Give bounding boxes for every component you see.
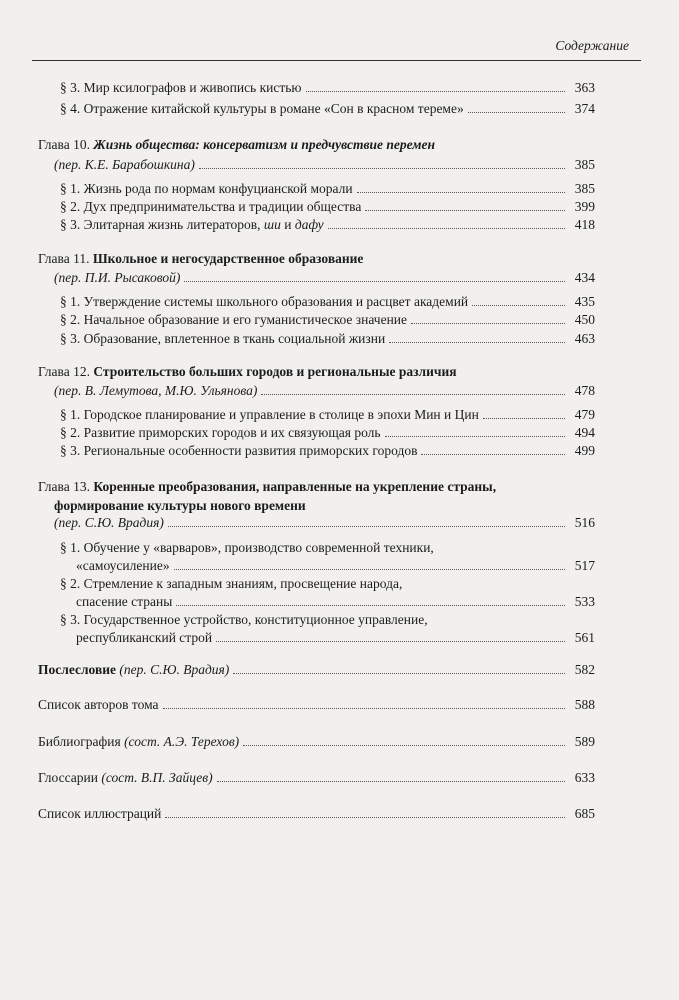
- dot-leader: [184, 268, 565, 282]
- chapter-13-translator[interactable]: (пер. С.Ю. Врадия) 516: [54, 515, 595, 530]
- chapter-12-title[interactable]: Глава 12. Строительство больших городов и региональные различия: [38, 364, 457, 379]
- toc-entry-c10s1[interactable]: § 1. Жизнь рода по нормам конфуцианской морали 385: [60, 181, 595, 196]
- chapter-12-translator[interactable]: (пер. В. Лемутова, М.Ю. Ульянова) 478: [54, 383, 595, 398]
- chapter-13-title[interactable]: Глава 13. Коренные преобразования, направленные на укрепление страны,: [38, 479, 497, 494]
- dot-leader: [163, 695, 565, 709]
- page-number: 589: [574, 734, 595, 749]
- dot-leader: [243, 732, 565, 746]
- toc-entry-c11s1[interactable]: § 1. Утверждение системы школьного образования и расцвет академий 435: [60, 294, 595, 309]
- dot-leader: [216, 628, 565, 642]
- page-number: 533: [574, 594, 595, 609]
- dot-leader: [168, 513, 565, 527]
- toc-entry-authors[interactable]: Список авторов тома 588: [38, 697, 595, 712]
- dot-leader: [357, 179, 565, 193]
- dot-leader: [468, 99, 565, 113]
- toc-entry-c13s3[interactable]: § 3. Государственное устройство, конституционное управление,: [60, 612, 428, 627]
- dot-leader: [261, 381, 565, 395]
- page-number: 478: [574, 383, 595, 398]
- page-number: 399: [574, 199, 595, 214]
- toc-entry-c11s3[interactable]: § 3. Образование, вплетенное в ткань социальной жизни 463: [60, 331, 595, 346]
- page-number: 588: [574, 697, 595, 712]
- toc-entry-glossaries[interactable]: Глоссарии (сост. В.П. Зайцев) 633: [38, 770, 595, 785]
- toc-entry-c11s2[interactable]: § 2. Начальное образование и его гуманистическое значение 450: [60, 312, 595, 327]
- dot-leader: [328, 215, 565, 229]
- chapter-10-title[interactable]: Глава 10. Жизнь общества: консерватизм и предчувствие перемен: [38, 137, 435, 152]
- page-number: 633: [574, 770, 595, 785]
- chapter-13-title-cont[interactable]: формирование культуры нового времени: [54, 498, 306, 513]
- toc-entry-c12s1[interactable]: § 1. Городское планирование и управление в столице в эпохи Мин и Цин 479: [60, 407, 595, 422]
- dot-leader: [306, 78, 565, 92]
- dot-leader: [217, 768, 565, 782]
- dot-leader: [165, 804, 565, 818]
- page-number: 582: [574, 662, 595, 677]
- page-number: 450: [574, 312, 595, 327]
- toc-entry-c12s2[interactable]: § 2. Развитие приморских городов и их связующая роль 494: [60, 425, 595, 440]
- chapter-10-translator[interactable]: (пер. К.Е. Барабошкина) 385: [54, 157, 595, 172]
- dot-leader: [421, 441, 565, 455]
- chapter-11-title[interactable]: Глава 11. Школьное и негосударственное образование: [38, 251, 364, 266]
- dot-leader: [365, 197, 565, 211]
- toc-entry-c9s4[interactable]: § 4. Отражение китайской культуры в романе «Сон в красном тереме» 374: [60, 101, 595, 116]
- toc-entry-c13s1-cont[interactable]: «самоусиление» 517: [76, 558, 595, 573]
- page-number: 463: [574, 331, 595, 346]
- toc-entry-c12s3[interactable]: § 3. Региональные особенности развития приморских городов 499: [60, 443, 595, 458]
- dot-leader: [411, 310, 565, 324]
- dot-leader: [483, 405, 565, 419]
- header-rule: [32, 60, 641, 61]
- page-number: 385: [574, 157, 595, 172]
- toc-entry-c10s3[interactable]: § 3. Элитарная жизнь литераторов, ши и дафу 418: [60, 217, 595, 232]
- toc-entry-c13s1[interactable]: § 1. Обучение у «варваров», производство современной техники,: [60, 540, 434, 555]
- page-number: 434: [574, 270, 595, 285]
- dot-leader: [389, 329, 565, 343]
- toc-entry-afterword[interactable]: Послесловие (пер. С.Ю. Врадия) 582: [38, 662, 595, 677]
- page-number: 494: [574, 425, 595, 440]
- page-number: 363: [574, 80, 595, 95]
- toc-entry-c13s3-cont[interactable]: республиканский строй 561: [76, 630, 595, 645]
- page-number: 374: [574, 101, 595, 116]
- toc-entry-bibliography[interactable]: Библиография (сост. А.Э. Терехов) 589: [38, 734, 595, 749]
- dot-leader: [199, 155, 565, 169]
- page-number: 517: [574, 558, 595, 573]
- toc-entry-illustrations[interactable]: Список иллюстраций 685: [38, 806, 595, 821]
- running-header: Содержание: [555, 38, 629, 53]
- dot-leader: [472, 292, 565, 306]
- toc-entry-c13s2-cont[interactable]: спасение страны 533: [76, 594, 595, 609]
- dot-leader: [385, 423, 565, 437]
- page-number: 685: [574, 806, 595, 821]
- page-number: 479: [574, 407, 595, 422]
- page-number: 435: [574, 294, 595, 309]
- dot-leader: [174, 556, 565, 570]
- chapter-11-translator[interactable]: (пер. П.И. Рысаковой) 434: [54, 270, 595, 285]
- page-number: 499: [574, 443, 595, 458]
- page-number: 516: [574, 515, 595, 530]
- dot-leader: [176, 592, 565, 606]
- toc-entry-c9s3[interactable]: § 3. Мир ксилографов и живопись кистью 363: [60, 80, 595, 95]
- toc-entry-c10s2[interactable]: § 2. Дух предпринимательства и традиции общества 399: [60, 199, 595, 214]
- page-number: 418: [574, 217, 595, 232]
- toc-entry-c13s2[interactable]: § 2. Стремление к западным знаниям, просвещение народа,: [60, 576, 403, 591]
- dot-leader: [233, 660, 565, 674]
- page-number: 561: [574, 630, 595, 645]
- page-number: 385: [574, 181, 595, 196]
